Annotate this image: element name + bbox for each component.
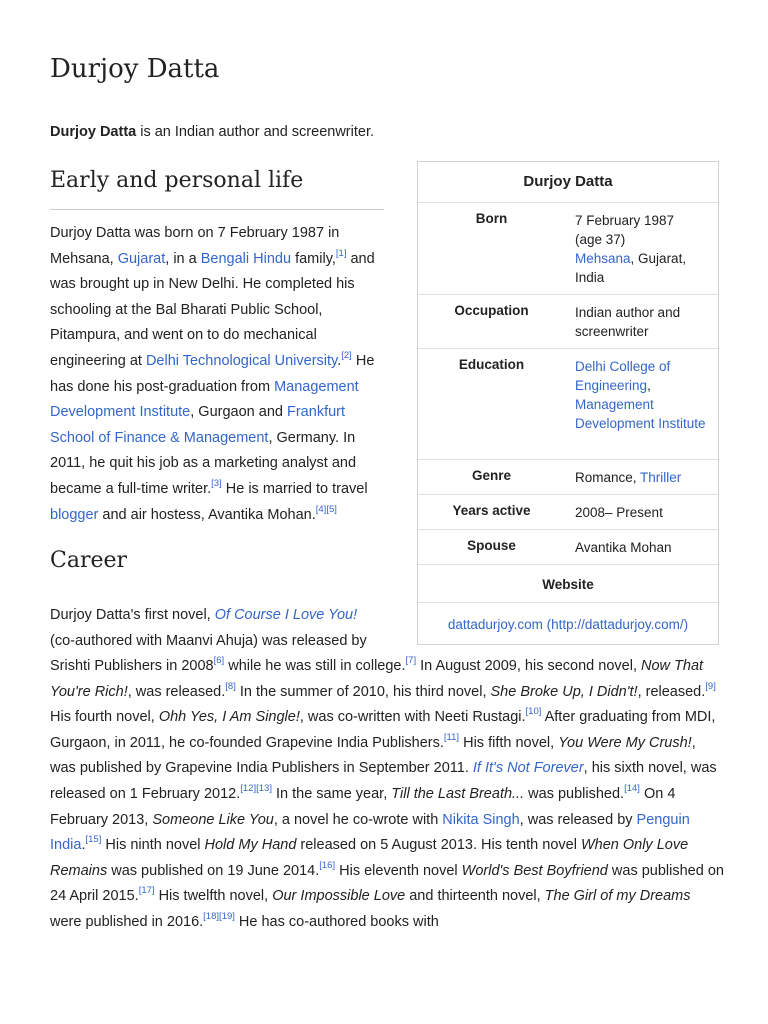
ref-14[interactable]: [14] bbox=[624, 782, 640, 794]
book-title: World's Best Boyfriend bbox=[461, 862, 608, 879]
ref-8[interactable]: [8] bbox=[225, 680, 236, 692]
text: family, bbox=[291, 250, 336, 267]
section-heading-early-life: Early and personal life bbox=[50, 168, 304, 193]
infobox-title: Durjoy Datta bbox=[523, 173, 613, 190]
text: , Germany. In 2011, he quit his job as a marketing analyst and became a full-time writer. bbox=[50, 429, 357, 497]
ref-10[interactable]: [10] bbox=[525, 706, 542, 718]
infobox-value-occupation: Indian author and screenwriter bbox=[575, 305, 681, 339]
text: released on 5 August 2013. His tenth novel bbox=[296, 837, 581, 854]
ref-15[interactable]: [15] bbox=[85, 834, 102, 846]
book-title: Hold My Hand bbox=[204, 837, 297, 854]
text: His fourth novel, bbox=[50, 709, 159, 726]
infobox-value-education bbox=[565, 349, 718, 459]
ref-1[interactable]: [1] bbox=[335, 247, 347, 259]
text: In the summer of 2010, his third novel, bbox=[235, 683, 491, 700]
text: He has co-authored books with bbox=[234, 913, 439, 930]
ref-11[interactable]: [11] bbox=[443, 731, 460, 743]
infobox-value-born bbox=[565, 203, 718, 294]
infobox-row-genre bbox=[418, 459, 718, 494]
book-title: If It's Not Forever bbox=[472, 760, 584, 777]
text: , Gujarat, India bbox=[575, 251, 687, 285]
intro-text: is an Indian author and screenwriter. bbox=[136, 124, 374, 140]
infobox-label-genre: Genre bbox=[471, 468, 512, 483]
section-heading-career: Career bbox=[50, 548, 128, 573]
infobox-value-spouse: Avantika Mohan bbox=[575, 540, 672, 555]
text: , Gurgaon and bbox=[190, 404, 287, 421]
born-date: 7 February 1987 bbox=[575, 213, 675, 228]
text: , a novel he co-wrote with bbox=[273, 811, 443, 828]
ref-2[interactable]: [2] bbox=[341, 349, 352, 361]
link-bengali-hindu[interactable]: Bengali Hindu bbox=[200, 250, 292, 267]
early-life-paragraph bbox=[50, 221, 385, 528]
text: He has done his post-graduation from bbox=[50, 352, 375, 395]
intro-name: Durjoy Datta bbox=[50, 124, 137, 140]
text: . bbox=[337, 352, 342, 369]
infobox-value-years-active: 2008– Present bbox=[575, 505, 663, 520]
book-title: Our Impossible Love bbox=[272, 888, 406, 905]
page-title: Durjoy Datta bbox=[50, 54, 220, 84]
link-management-development-institute-infobox[interactable]: Management Development Institute bbox=[575, 397, 706, 431]
career-paragraph-start bbox=[50, 603, 385, 654]
born-age: (age 37) bbox=[575, 232, 626, 247]
text: , bbox=[647, 378, 651, 393]
link-penguin-india[interactable]: Penguin India bbox=[50, 811, 690, 854]
link-frankfurt-school[interactable]: Frankfurt School of Finance & Management bbox=[50, 404, 346, 446]
text: , was released by bbox=[519, 811, 637, 828]
book-title: Someone Like You bbox=[152, 811, 274, 828]
book-title: You Were My Crush! bbox=[558, 734, 692, 751]
text: His eleventh novel bbox=[335, 862, 462, 879]
text: was published. bbox=[524, 785, 625, 802]
born-place bbox=[575, 249, 710, 287]
text: were published in 2016. bbox=[50, 913, 204, 930]
link-delhi-college-of-engineering[interactable]: Delhi College of Engineering bbox=[575, 359, 671, 393]
link-management-development-institute[interactable]: Management Development Institute bbox=[50, 378, 359, 421]
text: . bbox=[81, 837, 86, 854]
book-title: When Only Love Remains bbox=[50, 837, 689, 879]
ref-18[interactable]: [18] bbox=[203, 910, 220, 922]
text: He is married to travel bbox=[221, 480, 368, 497]
text: , his sixth novel, was released on 1 February 2012. bbox=[50, 760, 717, 802]
link-delhi-technological-university[interactable]: Delhi Technological University bbox=[145, 352, 338, 369]
infobox-label-occupation: Occupation bbox=[454, 303, 529, 318]
text: His twelfth novel, bbox=[154, 888, 273, 905]
link-website[interactable]: dattadurjoy.com (http://dattadurjoy.com/) bbox=[447, 617, 689, 632]
text: , in a bbox=[165, 250, 201, 267]
ref-3[interactable]: [3] bbox=[211, 477, 222, 489]
text: In the same year, bbox=[271, 785, 392, 802]
ref-5[interactable]: [5] bbox=[326, 503, 337, 515]
book-title: Till the Last Breath... bbox=[391, 785, 525, 802]
infobox-row-education bbox=[418, 348, 718, 459]
ref-16[interactable]: [16] bbox=[319, 859, 336, 871]
text: , was co-written with Neeti Rustagi. bbox=[299, 709, 526, 726]
text: Durjoy Datta was born on 7 February 1987 in Mehsana, bbox=[50, 225, 340, 267]
infobox-row-website bbox=[418, 602, 718, 644]
link-mehsana[interactable]: Mehsana bbox=[575, 251, 631, 266]
infobox-label-years-active: Years active bbox=[452, 503, 531, 518]
text: was published on 24 April 2015. bbox=[50, 862, 724, 905]
link-gujarat[interactable]: Gujarat bbox=[117, 250, 166, 267]
infobox-label-spouse: Spouse bbox=[467, 538, 516, 553]
infobox-row-born bbox=[418, 202, 718, 294]
section-divider bbox=[50, 209, 384, 210]
link-thriller[interactable]: Thriller bbox=[640, 470, 682, 485]
text: and air hostess, Avantika Mohan. bbox=[98, 506, 316, 523]
text: (co-authored with Maanvi Ahuja) was released by bbox=[50, 632, 367, 649]
book-title: She Broke Up, I Didn't! bbox=[490, 683, 638, 700]
text: On 4 February 2013, bbox=[50, 785, 676, 828]
text: was published on 19 June 2014. bbox=[107, 862, 320, 879]
infobox bbox=[417, 161, 719, 645]
ref-12[interactable]: [12] bbox=[240, 782, 257, 794]
link-if-its-not-forever[interactable] bbox=[473, 760, 584, 776]
ref-13[interactable]: [13] bbox=[256, 782, 272, 794]
text: , was released. bbox=[127, 683, 226, 700]
book-title: The Girl of my Dreams bbox=[544, 888, 691, 905]
book-title: Ohh Yes, I Am Single! bbox=[158, 709, 300, 726]
infobox-row-spouse bbox=[418, 529, 718, 564]
infobox-website-header: Website bbox=[418, 564, 718, 602]
text: Romance, bbox=[575, 470, 641, 485]
text: , released. bbox=[637, 683, 706, 700]
infobox-label-education: Education bbox=[458, 357, 525, 372]
text: while he was still in college. bbox=[224, 658, 406, 674]
infobox-row-occupation bbox=[418, 294, 718, 348]
link-of-course-i-love-you[interactable] bbox=[215, 607, 357, 623]
text: His fifth novel, bbox=[459, 734, 559, 751]
link-blogger[interactable]: blogger bbox=[50, 506, 99, 523]
ref-9[interactable]: [9] bbox=[705, 680, 716, 692]
ref-7[interactable]: [7] bbox=[405, 655, 417, 666]
text: and was brought up in New Delhi. He completed his schooling at the Bal Bharati Public School, Pitampura, and went on to do mechanical engineering at bbox=[50, 250, 375, 369]
text: and thirteenth novel, bbox=[405, 888, 545, 905]
ref-6[interactable]: [6] bbox=[213, 655, 225, 666]
book-title: Now That You're Rich! bbox=[50, 658, 704, 700]
text: , was published by Grapevine India Publishers in September 2011. bbox=[50, 734, 696, 777]
infobox-row-years-active bbox=[418, 494, 718, 529]
book-title: Of Course I Love You! bbox=[214, 607, 358, 623]
text: Durjoy Datta's first novel, bbox=[50, 607, 215, 623]
intro-paragraph bbox=[50, 122, 374, 142]
text: His ninth novel bbox=[101, 837, 205, 854]
link-nikita-singh[interactable]: Nikita Singh bbox=[442, 811, 520, 828]
text: In August 2009, his second novel, bbox=[416, 658, 641, 674]
ref-4[interactable]: [4] bbox=[315, 503, 327, 515]
infobox-label-born: Born bbox=[475, 211, 508, 226]
infobox-value-genre bbox=[565, 460, 718, 494]
ref-17[interactable]: [17] bbox=[138, 885, 155, 897]
career-paragraph bbox=[50, 654, 725, 936]
ref-19[interactable]: [19] bbox=[219, 910, 235, 922]
text: Srishti Publishers in 2008 bbox=[50, 658, 214, 674]
text: After graduating from MDI, Gurgaon, in 2011, he co-founded Grapevine India Publishers. bbox=[50, 709, 716, 751]
